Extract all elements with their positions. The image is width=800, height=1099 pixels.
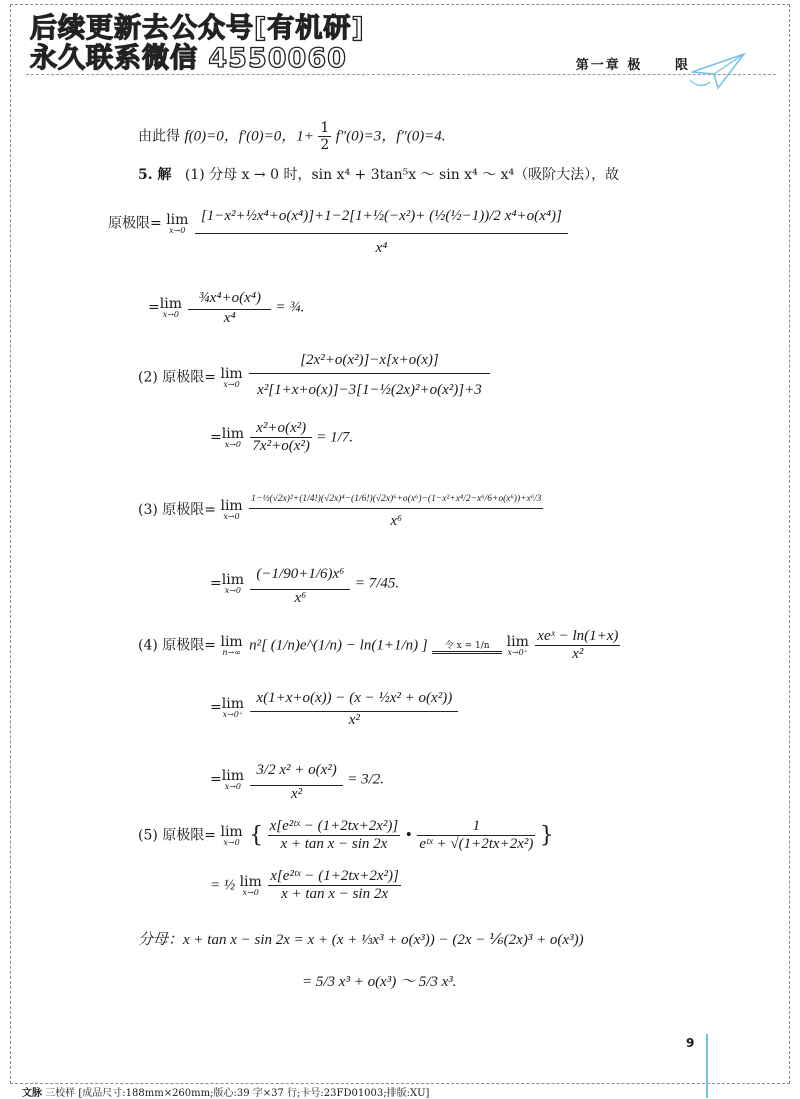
p5b-f2-num: 1 bbox=[417, 818, 535, 836]
p4-eq bbox=[138, 628, 620, 663]
p4-step2-den: x² bbox=[291, 786, 303, 802]
lim-3b: lim x→0 bbox=[221, 571, 244, 595]
part1-denominator: x⁴ bbox=[375, 240, 388, 256]
part1-result-num: ¾x⁴+o(x⁴) bbox=[188, 288, 271, 310]
print-footer bbox=[22, 1084, 429, 1099]
p4-fraction bbox=[535, 628, 620, 663]
part1-result-den: x⁴ bbox=[223, 310, 236, 326]
p2-result-num: x²+o(x²) bbox=[250, 420, 311, 438]
problem-5-text: (1) 分母 x → 0 时，sin x⁴ + 3tan⁵x ～ sin x⁴ ～ x⁴（吸阶大法），故 bbox=[184, 167, 620, 183]
p5b-f1-den: x + tan x − sin 2x bbox=[280, 836, 388, 852]
p3-result-num: (−1/90+1/6)x⁶ bbox=[250, 560, 350, 590]
p2-result-eq: =lim x→0 $\frac{\text{x²+o(x²)}}{\text{7x²+o(x²)}}$ = 1/7. bbox=[210, 420, 354, 454]
p4-step1-fraction bbox=[250, 686, 458, 729]
lim-1b: lim x→0 bbox=[159, 295, 182, 319]
part1-result-eq: =lim x→0 $\frac{\text{¾x⁴+o(x⁴)}}{\text{x⁴}}$ = ¾. bbox=[148, 290, 305, 326]
p2-denominator: x²[1+x+o(x)]−3[1−½(2x)²+o(x²)]+3 bbox=[257, 382, 482, 398]
part1-eq bbox=[108, 190, 568, 257]
part1-result: = ¾. bbox=[275, 299, 305, 316]
intro-formula: f(0)=0，f′(0)=0，1+ bbox=[184, 128, 314, 145]
p3-eq bbox=[138, 490, 543, 530]
p2-numerator: [2x²+o(x²)]−x[x+o(x)] bbox=[249, 348, 490, 374]
lim-4: lim n→∞ bbox=[220, 633, 243, 657]
p2-result-den: 7x²+o(x²) bbox=[252, 438, 310, 454]
p5b-fraction-1 bbox=[268, 818, 401, 853]
p3-result: = 7/45. bbox=[354, 575, 400, 592]
p3-fraction bbox=[249, 490, 543, 530]
p4-label: (4) 原极限= bbox=[138, 637, 217, 654]
p2-result: = 1/7. bbox=[316, 429, 354, 446]
p4-step1-num: x(1+x+o(x)) − (x − ½x² + o(x²)) bbox=[250, 686, 458, 712]
watermark-line-2: 永久联系微信 4550060 bbox=[30, 43, 347, 74]
lim-2b: lim x→0 bbox=[221, 425, 244, 449]
p4-step2-num: 3/2 x² + o(x²) bbox=[250, 756, 342, 786]
p2-label: (2) 原极限= bbox=[138, 369, 217, 386]
p5b-dot: • bbox=[404, 827, 413, 844]
p3-denominator: x⁶ bbox=[390, 513, 403, 529]
p4-substitution bbox=[432, 638, 502, 654]
p3-result-fraction bbox=[250, 560, 350, 607]
p5b-f2-den: eᵗˣ + √(1+2tx+2x²) bbox=[419, 836, 534, 852]
p4-step1-eq: =lim x→0⁺ $\frac{\text{x(1+x+o(x)) − (x − ½x² + o(x²))}}{\text{x²}}$ bbox=[210, 686, 458, 729]
problem-5-label: 5. 解 bbox=[138, 167, 172, 183]
watermark-line-1: 后续更新去公众号[有机研] bbox=[30, 13, 365, 44]
footer-text: 三校样 [成品尺寸:188mm×260mm;版心:39 字×37 行;卡号:23FD01003;排版:XU] bbox=[45, 1088, 430, 1099]
lim-3: lim x→0 bbox=[220, 498, 243, 521]
p5b-step-num: x[e²ᵗˣ − (1+2tx+2x²)] bbox=[270, 868, 399, 884]
p4-numerator: xeˣ − ln(1+x) bbox=[537, 628, 619, 644]
intro-half: $\frac{1}{2}$ bbox=[320, 120, 330, 153]
part1-fraction bbox=[195, 190, 568, 257]
part1-result-fraction bbox=[188, 288, 271, 327]
lim-5: lim x→0 bbox=[220, 823, 243, 847]
denominator-line-2: = 5/3 x³ + o(x³) ～ 5/3 x³. bbox=[302, 974, 457, 990]
lim-1: lim x→0 bbox=[166, 211, 189, 235]
p5b-f1-num: x[e²ᵗˣ − (1+2tx+2x²)] bbox=[269, 818, 399, 834]
lim-5b: lim x→0 bbox=[239, 873, 262, 897]
lim-2: lim x→0 bbox=[220, 365, 243, 389]
lim-4c: lim x→0⁺ bbox=[221, 695, 244, 719]
footer-brand: 文脉 bbox=[22, 1088, 42, 1099]
p5b-eq: (5) 原极限= lim x→0 { $\frac{\text{x[e²ᵗˣ − (1+2tx+2x²)]}}{\text{x + tan x − sin 2x}}$ • $\frac{1}{\text{eᵗˣ + √(1+2tx+2x²)}}$ } bbox=[138, 818, 554, 852]
p2-eq bbox=[138, 348, 490, 407]
running-header bbox=[576, 54, 690, 73]
paper-plane-icon bbox=[688, 50, 748, 92]
p2-fraction bbox=[249, 348, 490, 407]
problem-5-header bbox=[138, 164, 619, 184]
p5b-step-fraction bbox=[268, 868, 401, 903]
p5b-step-den: x + tan x − sin 2x bbox=[281, 886, 388, 902]
p4-expression: n²[ (1/n)e^(1/n) − ln(1+1/n) ] bbox=[249, 637, 428, 654]
page-accent-line bbox=[706, 1034, 708, 1098]
p4-step1-den: x² bbox=[348, 712, 360, 728]
intro-tail: f″(0)=3，f″(0)=4. bbox=[335, 128, 446, 145]
p3-result-eq: =lim x→0 $\frac{\text{(−1/90+1/6)x⁶}}{\text{x⁶}}$ = 7/45. bbox=[210, 560, 399, 607]
p4-step2-fraction bbox=[250, 756, 342, 803]
page-number: 9 bbox=[686, 1036, 695, 1050]
intro-line bbox=[138, 120, 446, 153]
p4-step2-eq: =lim x→0 $\frac{\text{3/2 x² + o(x²)}}{\text{x²}}$ = 3/2. bbox=[210, 756, 384, 803]
p3-label: (3) 原极限= bbox=[138, 502, 217, 518]
p4-result: = 3/2. bbox=[347, 771, 385, 788]
p4-denominator: x² bbox=[572, 646, 584, 662]
p5b-fraction-2 bbox=[417, 818, 535, 853]
origin-label: 原极限= bbox=[108, 215, 162, 232]
p5b-label: (5) 原极限= bbox=[138, 827, 217, 844]
header-rule bbox=[26, 74, 776, 75]
chapter-title-1: 极 bbox=[627, 58, 643, 73]
p5b-step-eq bbox=[210, 868, 401, 903]
chapter-title-2: 限 bbox=[674, 58, 690, 73]
lim-4b: lim x→0⁺ bbox=[506, 633, 529, 657]
intro-lead: 由此得 bbox=[138, 128, 180, 145]
lim-4d: lim x→0 bbox=[221, 767, 244, 791]
chapter-label: 第一章 bbox=[575, 58, 621, 73]
p4-sub-text: 令 x = 1/n bbox=[444, 640, 490, 651]
p2-result-fraction bbox=[250, 420, 311, 455]
p5b-half: = ½ bbox=[210, 877, 236, 894]
p3-numerator: 1−½(√2x)²+(1/4!)(√2x)⁴−(1/6!)(√2x)⁶+o(x⁶)−(1−x²+x⁴/2−x⁶/6+o(x⁶))+x⁶/3 bbox=[249, 490, 543, 509]
denominator-line-1: 分母：x + tan x − sin 2x = x + (x + ⅓x³ + o(x³)) − (2x − ⅙(2x)³ + o(x³)) bbox=[138, 932, 584, 948]
part1-numerator: [1−x²+½x⁴+o(x⁴)]+1−2[1+½(−x²)+ (½(½−1))/2 x⁴+o(x⁴)] bbox=[195, 190, 568, 234]
p3-result-den: x⁶ bbox=[294, 590, 307, 606]
